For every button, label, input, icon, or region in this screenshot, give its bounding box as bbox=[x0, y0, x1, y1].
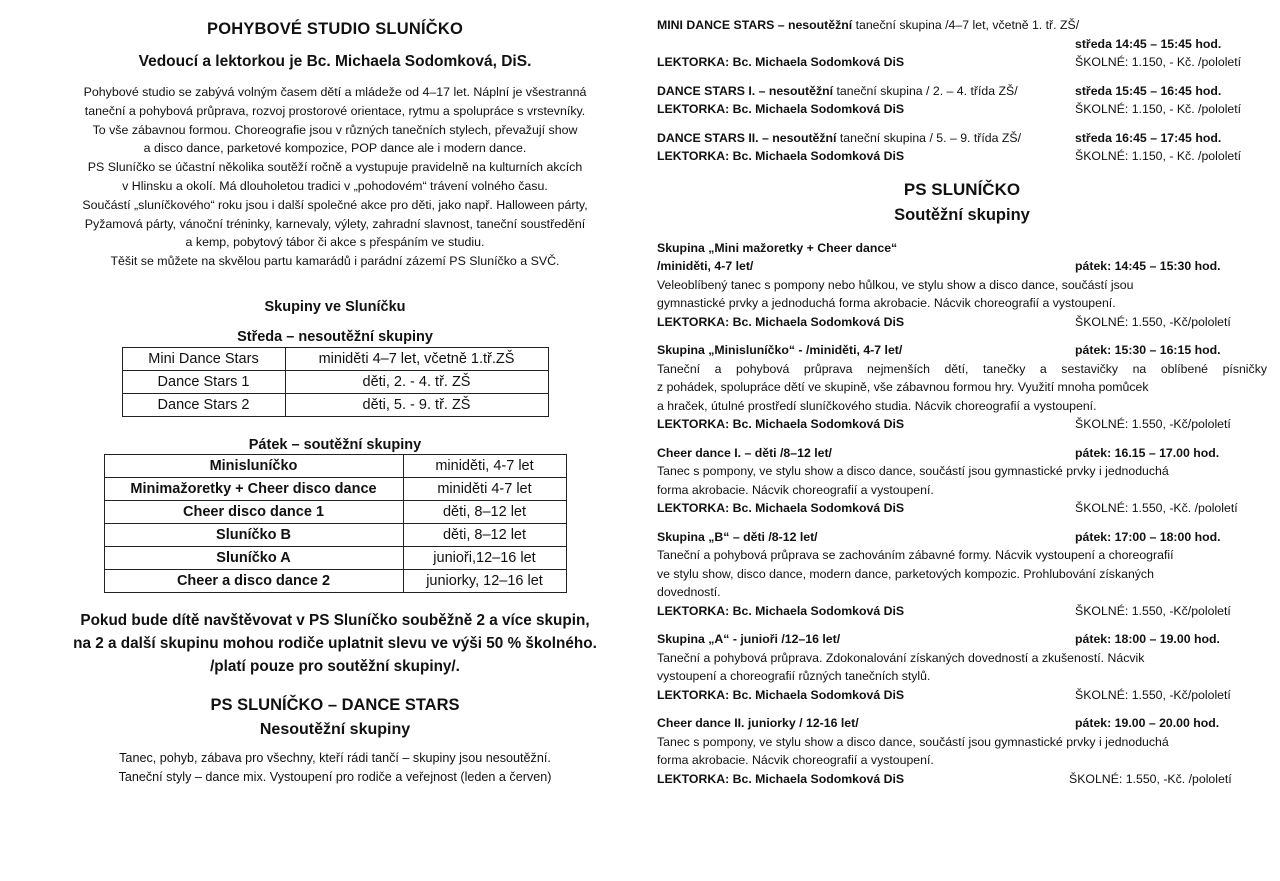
fee-text: ŠKOLNÉ: 1.550, -Kč/pololetí bbox=[1075, 603, 1231, 618]
desc-line: vystoupení a choreografií různých tanečních stylů. bbox=[657, 669, 931, 683]
wednesday-heading: Středa – nesoutěžní skupiny bbox=[237, 328, 433, 345]
friday-table bbox=[104, 454, 567, 593]
wednesday-table bbox=[122, 347, 549, 417]
group-description: taneční skupina /4–7 let, včetně 1. tř. ZŠ/ bbox=[852, 18, 1080, 32]
text-line: Tanec, pohyb, zábava pro všechny, kteří rádi tančí – skupiny jsou nesoutěžní. bbox=[119, 750, 551, 765]
group-description bbox=[657, 546, 1267, 602]
studio-title: POHYBOVÉ STUDIO SLUNÍČKO bbox=[207, 20, 463, 38]
desc-line: Taneční a pohybová průprava nejmenších dětí, tanečky a sestavičky na oblíbené písničky bbox=[657, 361, 1267, 376]
intro-line: PS Sluníčko se účastní několika soutěží ročně a vystupuje pravidelně na kulturních akcích bbox=[87, 160, 583, 175]
group-title-line bbox=[657, 82, 1267, 101]
lector-line bbox=[657, 313, 1267, 332]
time-line bbox=[657, 35, 1267, 54]
lector-line bbox=[657, 415, 1267, 434]
group-time: pátek: 16.15 – 17.00 hod. bbox=[1075, 445, 1220, 460]
group-name: Skupina „B“ – děti /8-12 let/ bbox=[657, 529, 818, 544]
group-name: Cheer dance II. juniorky / 12-16 let/ bbox=[657, 716, 859, 730]
table-row bbox=[122, 393, 548, 416]
group-age-line bbox=[657, 257, 1267, 276]
table-row bbox=[104, 454, 566, 477]
note-line: Pokud bude dítě navštěvovat v PS Sluníčko souběžně 2 a více skupin, bbox=[80, 611, 590, 629]
group-name: DANCE STARS II. – nesoutěžní bbox=[657, 130, 837, 145]
group-name: DANCE STARS I. – nesoutěžní bbox=[657, 83, 834, 98]
lector-text: LEKTORKA: Bc. Michaela Sodomková DiS bbox=[657, 102, 905, 116]
intro-line: a kemp, pobytový tábor či akce s přespáním ve studiu. bbox=[185, 235, 485, 250]
group-age: /miniděti, 4-7 let/ bbox=[657, 259, 754, 273]
group-title-line bbox=[657, 16, 1267, 35]
group-title-line bbox=[657, 714, 1267, 733]
lector-text: LEKTORKA: Bc. Michaela Sodomková DiS bbox=[657, 417, 905, 431]
mini-majorettes-block bbox=[657, 239, 1267, 332]
table-row bbox=[104, 500, 566, 523]
intro-line: a disco dance, parketové kompozice, POP dance ale i modern dance. bbox=[143, 141, 527, 156]
competition-section-title: PS SLUNÍČKO bbox=[903, 179, 1021, 199]
group-name: Cheer dance I. – děti /8–12 let/ bbox=[657, 445, 832, 460]
table-cell: Minisluníčko bbox=[104, 454, 403, 477]
left-column bbox=[40, 18, 630, 787]
group-time: pátek: 17:00 – 18:00 hod. bbox=[1075, 529, 1221, 544]
lector-line bbox=[657, 147, 1267, 166]
competition-section-subtitle: Soutěžní skupiny bbox=[894, 205, 1030, 224]
table-cell: miniděti 4-7 let bbox=[403, 477, 566, 500]
desc-line: gymnastické prvky a jednoduchá forma akrobacie. Nácvik choreografií a vystoupení. bbox=[657, 296, 1116, 310]
table-cell: Mini Dance Stars bbox=[122, 347, 285, 370]
desc-line: Taneční a pohybová průprava se zachováním zábavné formy. Nácvik vystoupení a choreografií bbox=[657, 548, 1174, 562]
group-description bbox=[657, 462, 1267, 499]
desc-line: Taneční a pohybová průprava. Zdokonalování získaných dovedností a zkušeností. Nácvik bbox=[657, 650, 1145, 665]
fee-text: ŠKOLNÉ: 1.150, - Kč. /pololetí bbox=[1075, 55, 1242, 69]
desc-line: Veleoblíbený tanec s pompony nebo hůlkou, ve stylu show a disco dance, součástí jsou bbox=[657, 277, 1134, 292]
group-a-block bbox=[657, 630, 1267, 704]
cheer-dance-1-block bbox=[657, 444, 1267, 518]
table-cell: děti, 8–12 let bbox=[403, 500, 566, 523]
table-cell: děti, 2. - 4. tř. ZŠ bbox=[285, 370, 548, 393]
group-title-line bbox=[657, 239, 1267, 258]
group-time: středa 15:45 – 16:45 hod. bbox=[1075, 83, 1222, 98]
dance-stars-title: PS SLUNÍČKO – DANCE STARS bbox=[210, 695, 460, 714]
table-cell: Sluníčko B bbox=[104, 523, 403, 546]
lector-line bbox=[657, 100, 1267, 119]
leader-heading: Vedoucí a lektorkou je Bc. Michaela Sodomková, DiS. bbox=[138, 53, 532, 70]
groups-heading: Skupiny ve Sluníčku bbox=[264, 298, 406, 315]
desc-line: a hraček, útulné prostředí sluníčkového studia. Nácvik choreografií a vystoupení. bbox=[657, 398, 1097, 413]
group-title-line bbox=[657, 444, 1267, 463]
lector-text: LEKTORKA: Bc. Michaela Sodomková DiS bbox=[657, 149, 905, 163]
intro-paragraph bbox=[40, 83, 630, 271]
desc-line: forma akrobacie. Nácvik choreografií a vystoupení. bbox=[657, 753, 934, 767]
fee-text: ŠKOLNÉ: 1.150, - Kč. /pololetí bbox=[1075, 102, 1242, 116]
intro-line: Pyžamová párty, vánoční tréninky, karnevaly, výlety, zahradní slavnost, taneční soustředění bbox=[84, 216, 586, 231]
intro-line: taneční a pohybová průprava, rozvoj prostorové orientace, rytmu a spolupráce s vrstevníky. bbox=[84, 103, 586, 118]
desc-line: dovedností. bbox=[657, 585, 721, 599]
intro-line: Součástí „sluníčkového“ roku jsou i další společné akce pro děti, jako např. Halloween párty, bbox=[82, 197, 588, 212]
right-column bbox=[657, 16, 1267, 798]
table-cell: děti, 5. - 9. tř. ZŠ bbox=[285, 393, 548, 416]
table-cell: Cheer disco dance 1 bbox=[104, 500, 403, 523]
lector-line bbox=[657, 686, 1267, 705]
group-title-line bbox=[657, 129, 1267, 148]
lector-line bbox=[657, 602, 1267, 621]
lector-line bbox=[657, 53, 1267, 72]
table-cell: Sluníčko A bbox=[104, 546, 403, 569]
table-row bbox=[122, 347, 548, 370]
desc-line: ve stylu show, disco dance, modern dance, parketových kompozic. Prohlubování získaných bbox=[657, 566, 1154, 581]
lector-line bbox=[657, 499, 1267, 518]
group-time: středa 14:45 – 15:45 hod. bbox=[1075, 36, 1222, 51]
table-cell: juniorky, 12–16 let bbox=[403, 569, 566, 592]
group-name: Skupina „Mini mažoretky + Cheer dance“ bbox=[657, 240, 898, 255]
intro-line: To vše zábavnou formou. Choreografie jsou v různých tanečních stylech, převažují show bbox=[92, 122, 578, 137]
desc-line: Tanec s pompony, ve stylu show a disco dance, součástí jsou gymnastické prvky i jednoduchá bbox=[657, 734, 1169, 749]
discount-note bbox=[40, 609, 630, 678]
group-description bbox=[657, 276, 1267, 313]
intro-line: Pohybové studio se zabývá volným časem dětí a mládeže od 4–17 let. Náplní je všestranná bbox=[83, 85, 587, 99]
group-description bbox=[657, 649, 1267, 686]
group-description bbox=[657, 733, 1267, 770]
dance-stars-text bbox=[40, 749, 630, 787]
table-row bbox=[104, 477, 566, 500]
group-time: pátek: 19.00 – 20.00 hod. bbox=[1075, 716, 1220, 730]
group-time: pátek: 14:45 – 15:30 hod. bbox=[1075, 259, 1221, 273]
note-line: /platí pouze pro soutěžní skupiny/. bbox=[210, 657, 460, 675]
table-cell: Cheer a disco dance 2 bbox=[104, 569, 403, 592]
cheer-dance-2-block bbox=[657, 714, 1267, 788]
group-description: taneční skupina / 2. – 4. třída ZŠ/ bbox=[833, 83, 1018, 98]
table-row bbox=[104, 523, 566, 546]
table-cell: miniděti, 4-7 let bbox=[403, 454, 566, 477]
group-name: MINI DANCE STARS – nesoutěžní bbox=[657, 18, 853, 32]
intro-line: v Hlinsku a okolí. Má dlouholetou tradici v „pohodovém“ trávení volného času. bbox=[122, 178, 548, 193]
group-description bbox=[657, 360, 1267, 416]
table-cell: Minimažoretky + Cheer disco dance bbox=[104, 477, 403, 500]
fee-text: ŠKOLNÉ: 1.550, -Kč/pololetí bbox=[1075, 687, 1231, 702]
group-name: Skupina „A“ - junioři /12–16 let/ bbox=[657, 632, 841, 646]
lector-text: LEKTORKA: Bc. Michaela Sodomková DiS bbox=[657, 603, 905, 618]
fee-text: ŠKOLNÉ: 1.550, -Kč/pololetí bbox=[1075, 417, 1231, 431]
text-line: Taneční styly – dance mix. Vystoupení pro rodiče a veřejnost (leden a červen) bbox=[118, 769, 552, 784]
desc-line: Tanec s pompony, ve stylu show a disco dance, součástí jsou gymnastické prvky i jednoduchá bbox=[657, 464, 1169, 478]
dance-stars-2-block bbox=[657, 129, 1267, 166]
table-row bbox=[104, 569, 566, 592]
mini-dance-stars-block bbox=[657, 16, 1267, 72]
group-title-line bbox=[657, 341, 1267, 360]
lector-text: LEKTORKA: Bc. Michaela Sodomková DiS bbox=[657, 314, 905, 329]
table-cell: děti, 8–12 let bbox=[403, 523, 566, 546]
table-row bbox=[104, 546, 566, 569]
group-name: Skupina „Minisluníčko“ - /miniděti, 4-7 let/ bbox=[657, 343, 903, 357]
table-cell: junioři,12–16 let bbox=[403, 546, 566, 569]
group-title-line bbox=[657, 630, 1267, 649]
group-description: taneční skupina / 5. – 9. třída ZŠ/ bbox=[836, 130, 1022, 145]
fee-text: ŠKOLNÉ: 1.550, -Kč. /pololetí bbox=[1069, 771, 1232, 786]
desc-line: z pohádek, spolupráce dětí ve skupině, vše zábavnou formou hry. Využití mnoha pomůcek bbox=[657, 380, 1149, 394]
table-cell: Dance Stars 2 bbox=[122, 393, 285, 416]
dance-stars-1-block bbox=[657, 82, 1267, 119]
table-cell: miniděti 4–7 let, včetně 1.tř.ZŠ bbox=[285, 347, 548, 370]
friday-heading: Pátek – soutěžní skupiny bbox=[248, 436, 422, 453]
table-cell: Dance Stars 1 bbox=[122, 370, 285, 393]
group-b-block bbox=[657, 528, 1267, 621]
minislunicko-block bbox=[657, 341, 1267, 434]
lector-text: LEKTORKA: Bc. Michaela Sodomková DiS bbox=[657, 55, 905, 69]
table-row bbox=[122, 370, 548, 393]
fee-text: ŠKOLNÉ: 1.150, - Kč. /pololetí bbox=[1075, 149, 1242, 163]
lector-text: LEKTORKA: Bc. Michaela Sodomková DiS bbox=[657, 687, 905, 702]
note-line: na 2 a další skupinu mohou rodiče uplatnit slevu ve výši 50 % školného. bbox=[73, 634, 597, 652]
fee-text: ŠKOLNÉ: 1.550, -Kč/pololetí bbox=[1075, 314, 1231, 329]
fee-text: ŠKOLNÉ: 1.550, -Kč. /pololetí bbox=[1075, 501, 1238, 515]
dance-stars-subtitle: Nesoutěžní skupiny bbox=[259, 720, 411, 738]
desc-line: forma akrobacie. Nácvik choreografií a vystoupení. bbox=[657, 482, 934, 497]
lector-text: LEKTORKA: Bc. Michaela Sodomková DiS bbox=[657, 771, 905, 786]
intro-line: Těšit se můžete na skvělou partu kamarádů i parádní zázemí PS Sluníčko a SVČ. bbox=[110, 254, 560, 269]
lector-line bbox=[657, 770, 1267, 789]
lector-text: LEKTORKA: Bc. Michaela Sodomková DiS bbox=[657, 501, 905, 515]
group-time: pátek: 15:30 – 16:15 hod. bbox=[1075, 343, 1221, 357]
group-time: pátek: 18:00 – 19.00 hod. bbox=[1075, 632, 1220, 646]
group-title-line bbox=[657, 528, 1267, 547]
group-time: středa 16:45 – 17:45 hod. bbox=[1075, 130, 1222, 145]
